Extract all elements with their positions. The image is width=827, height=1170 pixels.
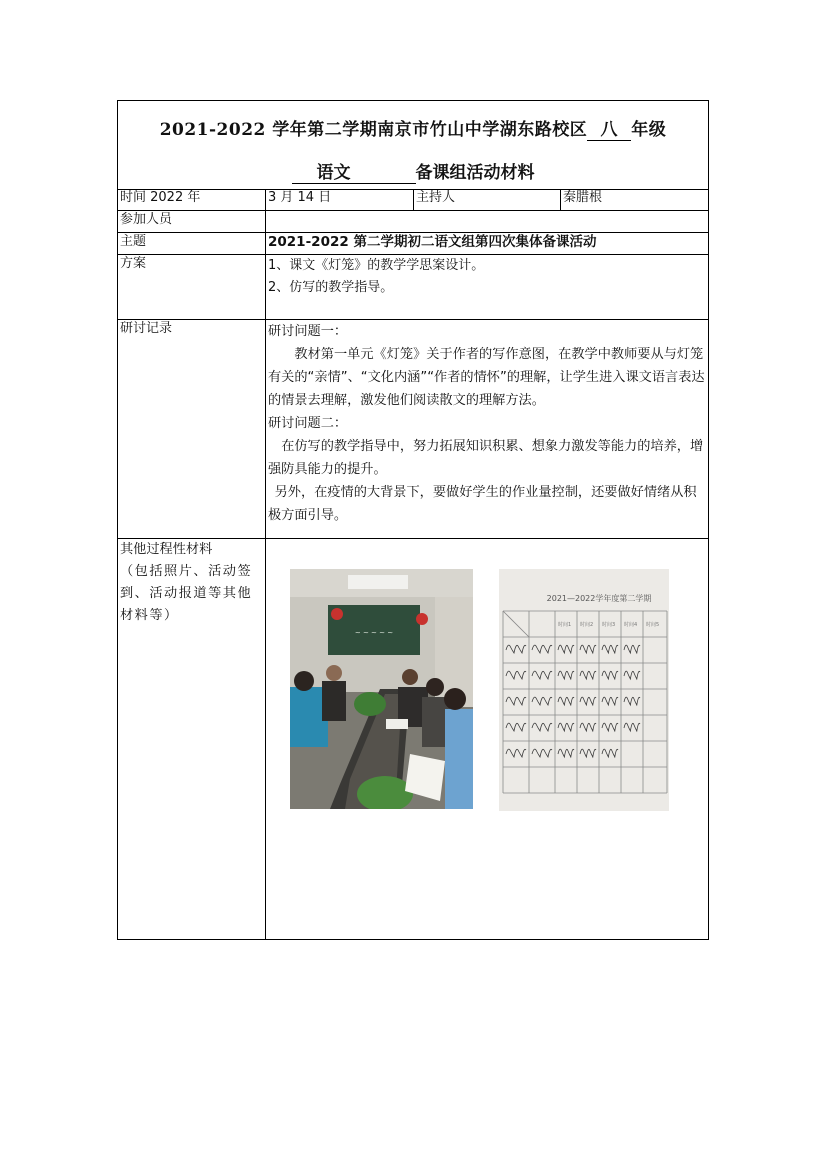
participants-label: 参加人员 (118, 211, 266, 232)
topic-row (118, 233, 708, 255)
discussion-row (118, 320, 708, 539)
plan-item: 1、课文《灯笼》的教学学思案设计。 (268, 258, 485, 273)
participants-value (266, 211, 708, 232)
host-value: 秦腊根 (563, 190, 603, 205)
plan-value (266, 255, 708, 319)
other-label: 其他过程性材料 （包括照片、活动签到、活动报道等其他材料等） (118, 539, 266, 939)
participants-row (118, 211, 708, 233)
discussion-value (266, 320, 708, 538)
discussion-heading-1: 研讨问题一： (268, 324, 348, 339)
sheet-header-cell: 时间4 (624, 622, 638, 628)
signin-sheet-photo (499, 569, 669, 811)
plan-label: 方案 (118, 255, 266, 319)
discussion-paragraph: 另外，在疫情的大背景下，要做好学生的作业量控制，还要做好情绪从积极方面引导。 (268, 485, 697, 523)
date-value: 3 月 14 日 (268, 190, 332, 205)
sheet-header-cell: 时间2 (580, 622, 594, 628)
discussion-paragraph: 在仿写的教学指导中，努力拓展知识积累、想象力激发等能力的培养，增强防具能力的提升。 (268, 439, 704, 477)
signin-sheet-title: 2021—2022学年度第二学期 (546, 594, 652, 603)
meeting-photo-illustration (290, 569, 473, 809)
title-line-1: 2021-2022 学年第二学期南京市竹山中学湖东路校区 八 年级 (118, 115, 708, 141)
activity-record-table (117, 100, 709, 940)
time-label: 时间 2022 年 (118, 189, 266, 210)
meeting-photo (290, 569, 473, 809)
plan-item: 2、仿写的教学指导。 (268, 280, 394, 295)
plan-row (118, 255, 708, 320)
grade-field: 八 (587, 115, 631, 141)
other-note: （包括照片、活动签到、活动报道等其他材料等） (120, 564, 253, 623)
subject-field: 语文 (292, 158, 416, 184)
signin-sheet-illustration (499, 569, 669, 811)
discussion-paragraph: 教材第一单元《灯笼》关于作者的写作意图，在教学中教师要从与灯笼有关的“亲情”、“文化内涵”“作者的情怀”的理解，让学生进入课文语言表达的情景去理解，激发他们阅读散文的理解方法。 (268, 347, 705, 408)
topic-value: 2021-2022 第二学期初二语文组第四次集体备课活动 (268, 234, 597, 250)
host-label: 主持人 (416, 190, 456, 205)
document-title (118, 101, 708, 190)
sheet-header-cell: 时间5 (646, 622, 660, 628)
sheet-header-cell: 时间3 (602, 622, 616, 628)
discussion-label: 研讨记录 (118, 320, 266, 538)
svg-text:~ ~ ~ ~ ~: ~ ~ ~ ~ ~ (354, 629, 394, 637)
title-line-2: 语文 备课组活动材料 (118, 158, 708, 184)
time-row (118, 189, 708, 211)
topic-label: 主题 (118, 233, 266, 254)
discussion-heading-2: 研讨问题二： (268, 416, 348, 431)
sheet-header-cell: 时间1 (558, 622, 572, 628)
